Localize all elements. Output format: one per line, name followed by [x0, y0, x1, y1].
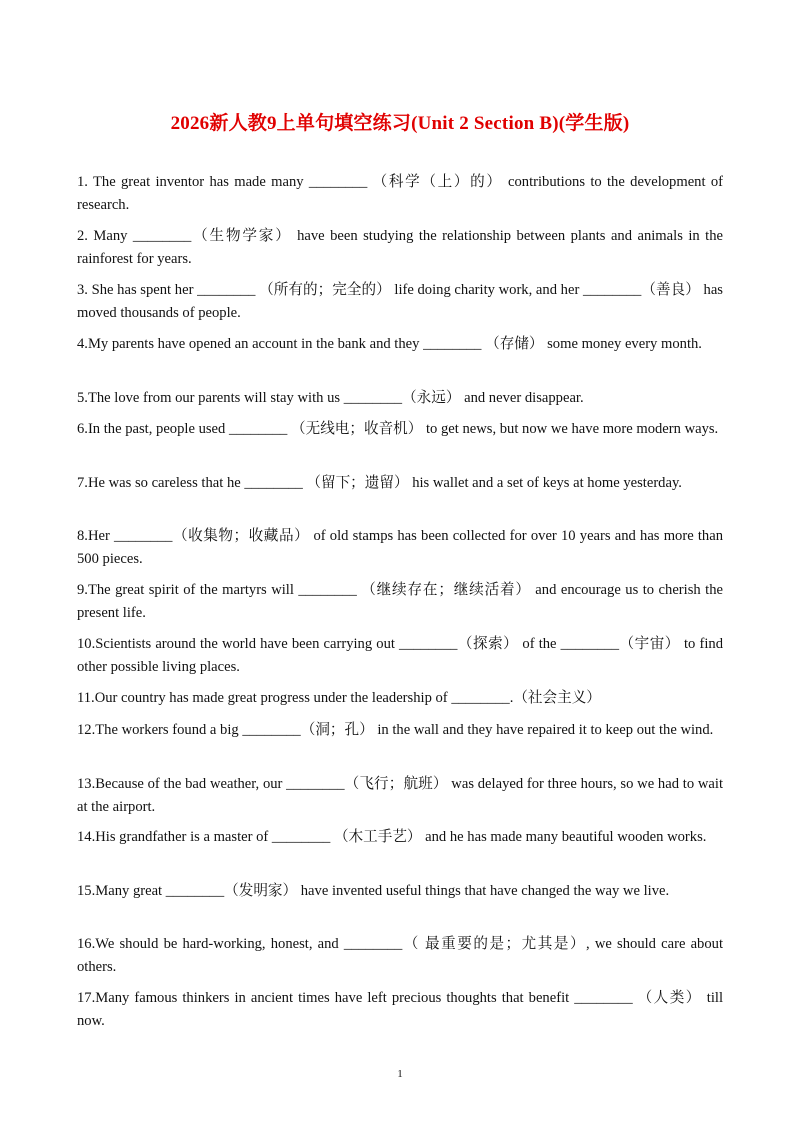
question-3: 3. She has spent her ________ （所有的；完全的） life doing charity work, and her ________（善良） has moved thousands of people.: [77, 282, 723, 321]
question-4: 4.My parents have opened an account in the bank and they ________ （存储） some money every month.: [77, 336, 702, 352]
question-10: 10.Scientists around the world have been carrying out ________（探索） of the ________（宇宙） to find other possible living places.: [77, 636, 723, 675]
question-17: 17.Many famous thinkers in ancient times have left precious thoughts that benefit ________ （人类） till now.: [77, 990, 723, 1029]
question-5: 5.The love from our parents will stay with us ________（永远） and never disappear.: [77, 390, 584, 406]
page-number: 1: [397, 1068, 403, 1080]
question-13: 13.Because of the bad weather, our ________（飞行；航班） was delayed for three hours, so we had to wait at the airport.: [77, 776, 723, 815]
question-15: 15.Many great ________（发明家） have invented useful things that have changed the way we live.: [77, 883, 670, 899]
question-11: 11.Our country has made great progress under the leadership of ________.（社会主义）: [77, 690, 601, 706]
question-16: 16.We should be hard-working, honest, and ________（ 最重要的是；尤其是）, we should care about others.: [77, 936, 723, 975]
question-1: 1. The great inventor has made many ________ （科学（上）的） contributions to the development of research.: [77, 174, 723, 213]
question-8: 8.Her ________（收集物；收藏品） of old stamps has been collected for over 10 years and has more than 500 pieces.: [77, 528, 723, 567]
question-7: 7.He was so careless that he ________ （留下；遗留） his wallet and a set of keys at home yesterday.: [77, 475, 682, 491]
question-12: 12.The workers found a big ________（洞；孔） in the wall and they have repaired it to keep out the wind.: [77, 722, 714, 738]
question-9: 9.The great spirit of the martyrs will ________ （继续存在；继续活着） and encourage us to cherish the present life.: [77, 582, 723, 621]
question-6: 6.In the past, people used ________ （无线电；收音机） to get news, but now we have more modern ways.: [77, 421, 719, 437]
question-2: 2. Many ________（生物学家） have been studying the relationship between plants and animals in the rainforest for years.: [77, 228, 723, 267]
page-title: 2026新人教9上单句填空练习(Unit 2 Section B)(学生版): [170, 113, 630, 134]
question-14: 14.His grandfather is a master of ________ （木工手艺） and he has made many beautiful wooden works.: [77, 829, 707, 845]
